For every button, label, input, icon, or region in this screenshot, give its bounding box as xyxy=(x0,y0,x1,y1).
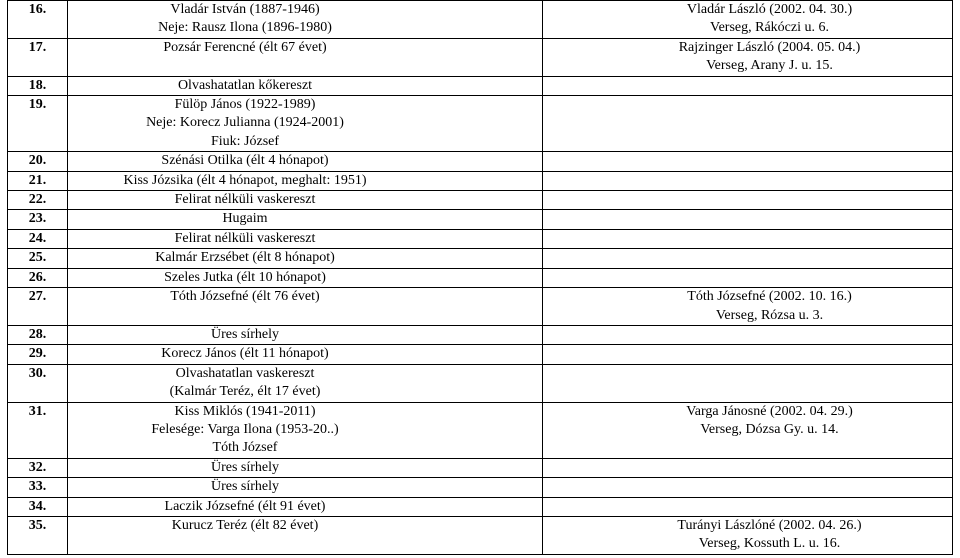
buried-person-cell xyxy=(68,458,543,477)
buried-person-line: Olvashatatlan vaskereszt xyxy=(175,365,315,381)
plot-owner-cell xyxy=(543,96,953,152)
buried-person-line: Üres sírhely xyxy=(210,326,280,342)
buried-person-cell xyxy=(68,268,543,287)
grave-number: 21. xyxy=(8,171,68,190)
buried-person-cell xyxy=(68,364,543,402)
buried-person-line: Neje: Rausz Ilona (1896-1980) xyxy=(158,20,332,36)
table-row xyxy=(8,152,953,171)
grave-number: 26. xyxy=(8,268,68,287)
buried-person-line: Felesége: Varga Ilona (1953-20..) xyxy=(151,421,339,437)
buried-person-cell xyxy=(68,1,543,39)
table-row xyxy=(8,171,953,190)
plot-owner-cell xyxy=(543,478,953,497)
buried-person-cell xyxy=(68,152,543,171)
grave-number: 20. xyxy=(8,152,68,171)
plot-owner-line: Turányi Lászlóné (2002. 04. 26.) xyxy=(677,517,862,533)
grave-number: 25. xyxy=(8,249,68,268)
buried-person-cell xyxy=(68,38,543,76)
buried-person-line: Vladár István (1887-1946) xyxy=(170,2,320,17)
grave-number: 29. xyxy=(8,345,68,364)
buried-person-cell xyxy=(68,76,543,95)
grave-number: 28. xyxy=(8,325,68,344)
buried-person-cell xyxy=(68,288,543,326)
buried-person-line: (Kalmár Teréz, élt 17 évet) xyxy=(169,384,321,400)
buried-person-line: Tóth Józsefné (élt 76 évet) xyxy=(170,289,320,305)
plot-owner-cell xyxy=(543,38,953,76)
plot-owner-line: Tóth Józsefné (2002. 10. 16.) xyxy=(687,289,852,305)
plot-owner-cell xyxy=(543,458,953,477)
table-row xyxy=(8,458,953,477)
plot-owner-cell xyxy=(543,364,953,402)
table-row xyxy=(8,210,953,229)
buried-person-cell xyxy=(68,345,543,364)
buried-person-line: Laczik Józsefné (élt 91 évet) xyxy=(164,498,326,514)
table-row xyxy=(8,497,953,516)
plot-owner-cell xyxy=(543,345,953,364)
buried-person-line: Fülöp János (1922-1989) xyxy=(174,97,316,113)
table-row xyxy=(8,96,953,152)
buried-person-line: Kalmár Erzsébet (élt 8 hónapot) xyxy=(155,250,335,266)
buried-person-cell xyxy=(68,210,543,229)
plot-owner-line: Verseg, Dózsa Gy. u. 14. xyxy=(700,421,839,437)
buried-person-line: Tóth József xyxy=(212,440,278,456)
buried-person-cell xyxy=(68,171,543,190)
grave-number: 32. xyxy=(8,458,68,477)
plot-owner-line: Verseg, Rákóczi u. 6. xyxy=(710,20,829,36)
buried-person-line: Felirat nélküli vaskereszt xyxy=(174,230,316,246)
buried-person-line: Kiss Józsika (élt 4 hónapot, meghalt: 1951) xyxy=(123,172,367,188)
buried-person-line: Kiss Miklós (1941-2011) xyxy=(174,403,316,419)
buried-person-line: Szeles Jutka (élt 10 hónapot) xyxy=(164,269,326,285)
plot-owner-cell xyxy=(543,497,953,516)
buried-person-line: Üres sírhely xyxy=(210,459,280,475)
plot-owner-cell xyxy=(543,325,953,344)
grave-number: 16. xyxy=(8,1,68,39)
table-row xyxy=(8,325,953,344)
table-row xyxy=(8,76,953,95)
buried-person-cell xyxy=(68,96,543,152)
grave-register-body xyxy=(8,1,953,555)
grave-number: 18. xyxy=(8,76,68,95)
grave-number: 24. xyxy=(8,229,68,248)
buried-person-cell xyxy=(68,497,543,516)
buried-person-line: Üres sírhely xyxy=(210,479,280,495)
buried-person-line: Neje: Korecz Julianna (1924-2001) xyxy=(146,115,344,131)
plot-owner-cell xyxy=(543,152,953,171)
buried-person-line: Korecz János (élt 11 hónapot) xyxy=(161,346,329,362)
buried-person-line: Szénási Otilka (élt 4 hónapot) xyxy=(161,153,329,169)
grave-number: 17. xyxy=(8,38,68,76)
buried-person-line: Fiuk: József xyxy=(210,133,280,149)
grave-number: 22. xyxy=(8,191,68,210)
plot-owner-line: Vladár László (2002. 04. 30.) xyxy=(686,2,853,17)
buried-person-cell xyxy=(68,229,543,248)
grave-number: 35. xyxy=(8,516,68,554)
plot-owner-cell xyxy=(543,249,953,268)
buried-person-cell xyxy=(68,191,543,210)
buried-person-cell xyxy=(68,325,543,344)
plot-owner-cell xyxy=(543,1,953,39)
grave-number: 31. xyxy=(8,402,68,458)
table-row xyxy=(8,1,953,39)
table-row xyxy=(8,38,953,76)
buried-person-line: Kurucz Teréz (élt 82 évet) xyxy=(171,517,319,533)
table-row xyxy=(8,345,953,364)
plot-owner-cell xyxy=(543,210,953,229)
table-row xyxy=(8,288,953,326)
table-row xyxy=(8,402,953,458)
grave-number: 30. xyxy=(8,364,68,402)
buried-person-line: Pozsár Ferencné (élt 67 évet) xyxy=(163,39,327,55)
buried-person-cell xyxy=(68,516,543,554)
buried-person-line: Olvashatatlan kőkereszt xyxy=(177,77,313,93)
table-row xyxy=(8,478,953,497)
plot-owner-line: Verseg, Rózsa u. 3. xyxy=(715,307,824,323)
plot-owner-line: Verseg, Kossuth L. u. 16. xyxy=(698,536,841,552)
plot-owner-line: Varga Jánosné (2002. 04. 29.) xyxy=(686,403,853,419)
plot-owner-cell xyxy=(543,191,953,210)
grave-number: 19. xyxy=(8,96,68,152)
grave-number: 33. xyxy=(8,478,68,497)
buried-person-cell xyxy=(68,402,543,458)
grave-number: 34. xyxy=(8,497,68,516)
table-row xyxy=(8,516,953,554)
table-row xyxy=(8,364,953,402)
grave-number: 23. xyxy=(8,210,68,229)
table-row xyxy=(8,268,953,287)
buried-person-cell xyxy=(68,478,543,497)
buried-person-cell xyxy=(68,249,543,268)
plot-owner-cell xyxy=(543,288,953,326)
plot-owner-cell xyxy=(543,171,953,190)
table-row xyxy=(8,249,953,268)
plot-owner-cell xyxy=(543,229,953,248)
plot-owner-cell xyxy=(543,268,953,287)
grave-number: 27. xyxy=(8,288,68,326)
plot-owner-line: Rajzinger László (2004. 05. 04.) xyxy=(678,39,861,55)
buried-person-line: Felirat nélküli vaskereszt xyxy=(174,192,316,208)
grave-register-table xyxy=(7,0,953,555)
buried-person-line: Hugaim xyxy=(222,211,268,227)
plot-owner-cell xyxy=(543,516,953,554)
plot-owner-line: Verseg, Arany J. u. 15. xyxy=(706,58,833,74)
table-row xyxy=(8,229,953,248)
plot-owner-cell xyxy=(543,402,953,458)
plot-owner-cell xyxy=(543,76,953,95)
table-row xyxy=(8,191,953,210)
